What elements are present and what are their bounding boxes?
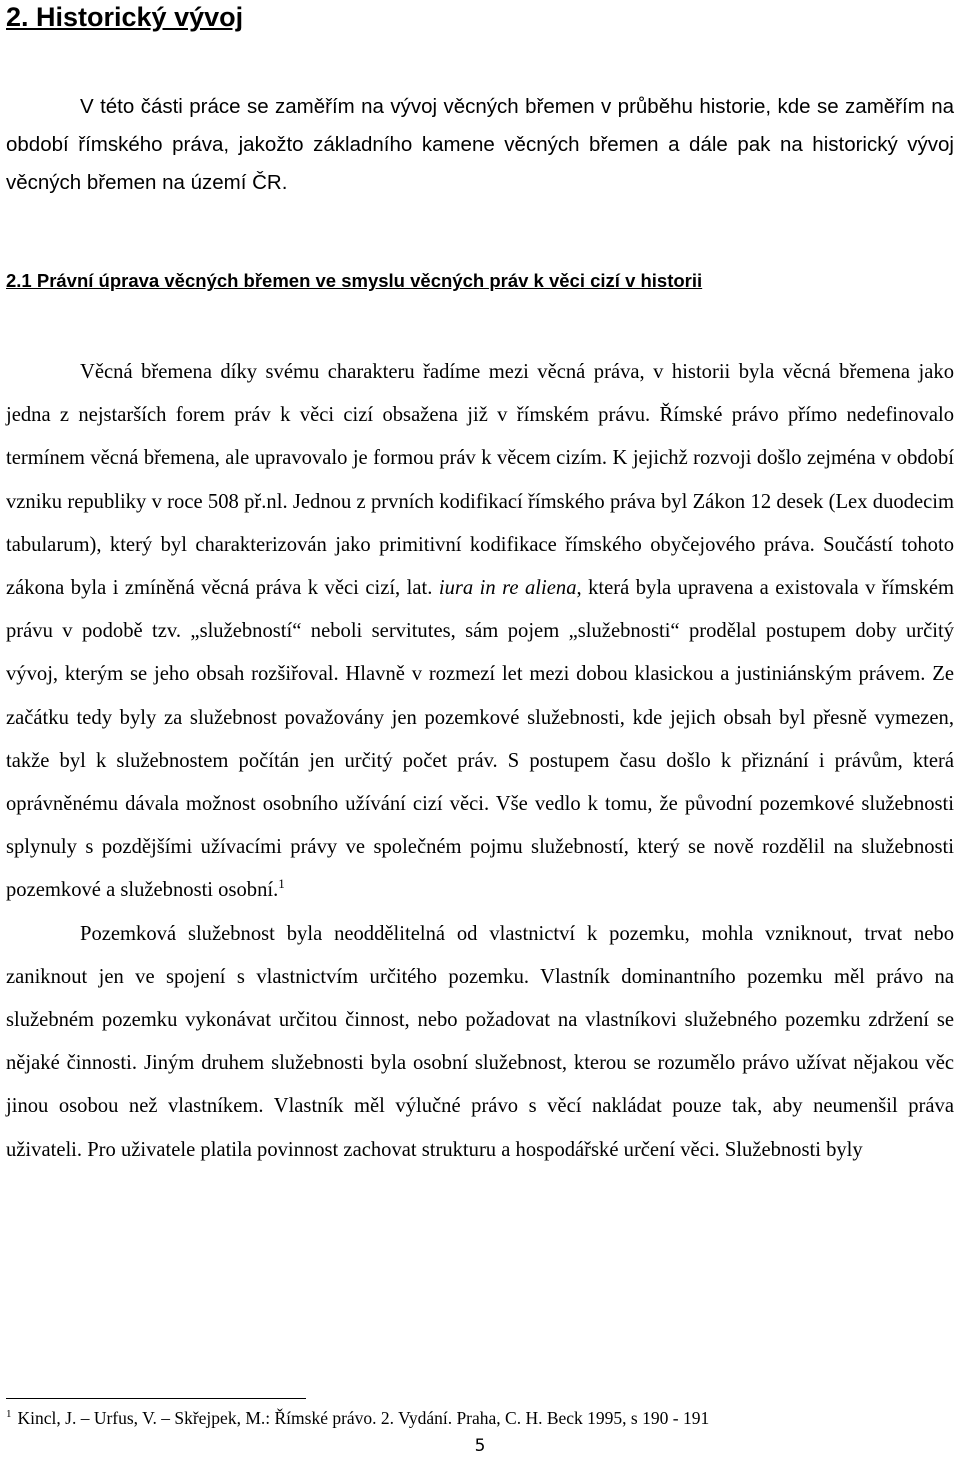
- page-number: 5: [474, 1436, 486, 1456]
- body-paragraph-land-servitude: Pozemková služebnost byla neoddělitelná od vlastnictví k pozemku, mohla vzniknout, trvat nebo zaniknout jen ve spojení s vlastnictvím určitého pozemku. Vlastník dominantního pozemku měl právo na služebném pozemku vykonávat určitou činnost, nebo požadovat na vlastníkovi služebného pozemku zdržení se nějaké činnosti. Jiným druhem služebnosti byla osobní služebnost, kterou se rozumělo právo užívat nějakou věc jinou osobou než vlastníkem. Vlastník měl výlučné právo s věcí nakládat pouze tak, aby neumenšil práva uživateli. Pro uživatele platila povinnost zachovat strukturu a hospodářské určení věci. Služebnosti byly: [6, 922, 954, 1161]
- paragraph-text: , která byla upravena a existovala v římském právu v podobě tzv. „služebností“ neboli servitutes, sám pojem „služebnosti“ prodělal postupem doby určitý vývoj, kterým se jeho obsah rozšiřoval. Hlavně v rozmezí let mezi dobou klasickou a justiniánským právem. Ze začátku tedy byly za služebnost považovány jen pozemkové služebnosti, kde jejich obsah byl přesně vymezen, takže byl k služebnostem počítán jen určitý počet práv. S postupem času došlo k přiznání i právům, která oprávněnému dávala možnost osobního užívání cizí věci. Vše vedlo k tomu, že původní pozemkové služebnosti splynuly s pozdějšími užívacími právy ve společném pojmu služebností, který se nově rozdělil na služebnosti pozemkové a služebnosti osobní.: [6, 577, 954, 902]
- intro-paragraph: V této části práce se zaměřím na vývoj věcných břemen v průběhu historie, kde se zaměřím na období římského práva, jakožto základního kamene věcných břemen a dále pak na historický vývoj věcných břemen na území ČR.: [6, 95, 954, 194]
- section-title: 2.1 Právní úprava věcných břemen ve smyslu věcných práv k věci cizí v historii: [6, 270, 703, 291]
- latin-term: iura in re aliena: [438, 577, 577, 600]
- paragraph-text: Věcná břemena díky svému charakteru řadíme mezi věcná práva, v historii byla věcná břemena jako jedna z nejstarších forem práv k věci cizí obsažena již v římském právu. Římské právo přímo nedefinovalo termínem věcná břemena, ale upravovalo je formou práv k věcem cizím. K jejichž rozvoji došlo zejména v období vzniku republiky v roce 508 př.nl. Jednou z prvních kodifikací římského práva byl Zákon 12 desek (Lex duodecim tabularum), který byl charakterizován jako primitivní kodifikace římského obyčejového práva. Součástí tohoto zákona byla i zmíněná věcná práva k věci cizí, lat.: [6, 361, 954, 600]
- footnote-divider: [6, 1398, 306, 1399]
- footnote-reference[interactable]: 1: [278, 876, 285, 892]
- section-body: [6, 351, 954, 1172]
- footnote-text: Kincl, J. – Urfus, V. – Skřejpek, M.: Římské právo. 2. Vydání. Praha, C. H. Beck 1995, s 190 - 191: [17, 1408, 710, 1428]
- footnote-mark: 1: [6, 1408, 12, 1420]
- body-paragraph-roman-law: [6, 351, 954, 913]
- footnote: [6, 1406, 709, 1430]
- chapter-title: 2. Historický vývoj: [6, 2, 244, 32]
